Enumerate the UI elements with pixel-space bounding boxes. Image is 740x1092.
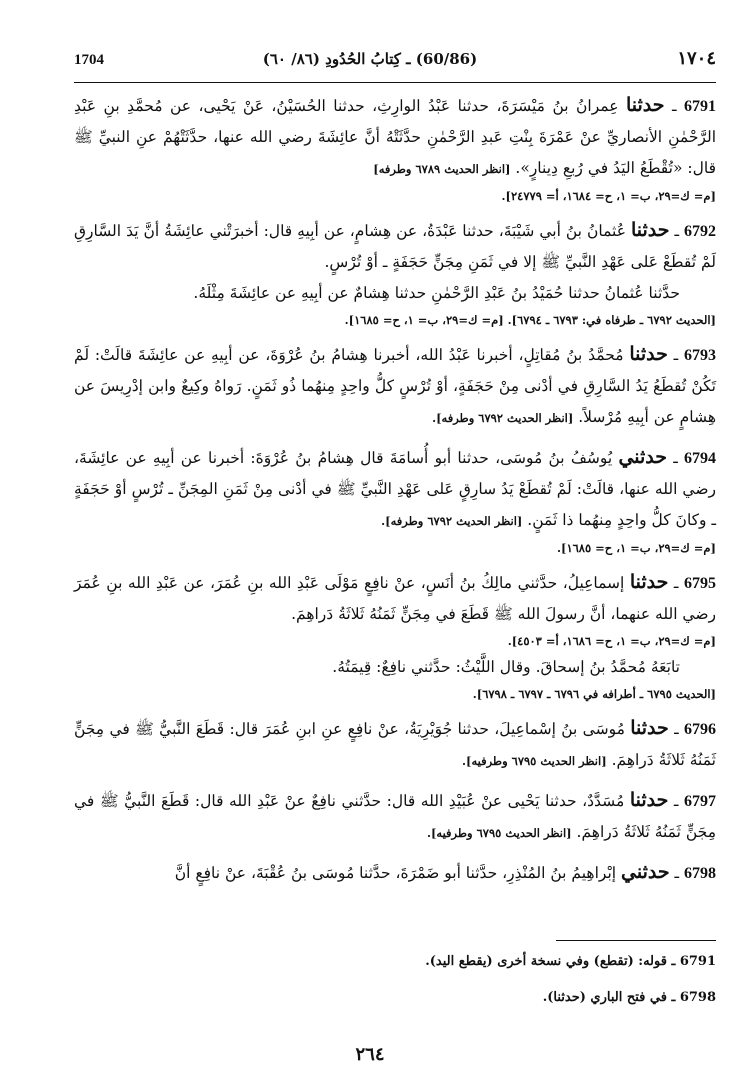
- hadith-number: 6798: [684, 865, 716, 882]
- hadith-number: 6791: [684, 98, 716, 115]
- hadith-reference: [انظر الحديث ٦٧٨٩ وطرفه]: [373, 162, 511, 176]
- page-number-latin: 1704: [74, 52, 104, 68]
- running-title: (60/86) ـ كِتابُ الحُدُودِ (٨٦/ ٦٠): [262, 50, 478, 68]
- hadith-number: 6792: [683, 223, 716, 240]
- hadith-number: 6795: [683, 575, 716, 592]
- hadith-keyword: حدثنا: [630, 219, 670, 241]
- hadith-entry: 6791 ـ حدثنا عِمرانُ بنُ مَيْسَرَةَ، حدثنا عَبْدُ الوارِثِ، حدثنا الحُسَيْنُ، عَنْ يَحْيى، عن مُحمَّدِ بنِ عَبْدِ الرَّحْمٰنِ الأنصاريِّ عنْ عَمْرَةَ بِنْتِ عَبدِ الرَّحْمٰنِ حدَّثَتْهُ أنَّ عائِشَةَ رضي الله عنها، حدَّثَتْهُمْ عنِ النبيِّ ﷺ قال: «تُقْطَعُ اليَدُ في رُبعِ دِينارٍ». [انظر الحديث ٦٧٨٩ وطرفه] [م= ك=٢٩، ب= ١، ح= ١٦٨٤، أ= ٢٤٧٧٩].: [74, 90, 716, 207]
- hadith-chain-note: تابَعَهُ مُحمَّدُ بنُ إسحاقَ. وقال اللَّيْثُ: حدَّثني نافِعٌ: قِيمَتُهُ.: [332, 658, 680, 676]
- hadith-text: إسماعِيلُ، حدَّثني مالِكُ بنُ أنَسٍ، عنْ نافِعٍ مَوْلَى عَبْدِ الله بنِ عُمَرَ، عن عَبْدِ الله بنِ عُمَرَ رضي الله عنهما، أنَّ رسولَ الله ﷺ قَطَعَ في مِجَنٍّ ثَمَنُهُ ثَلاثَةُ دَراهِمَ.: [74, 574, 716, 623]
- hadith-reference: [انظر الحديث ٦٧٩٢ وطرفه].: [432, 411, 574, 425]
- hadith-entry: 6796 ـ حدثنا مُوسَى بنُ إسْماعِيلَ، حدثنا جُوَيْرِيَةُ، عنْ نافِعٍ عنِ ابنِ عُمَرَ قال: قَطَعَ النَّبيُّ ﷺ في مِجَنٍّ ثَمَنُهُ ثَلاثَةُ دَراهِمَ. [انظر الحديث ٦٧٩٥ وطرفيه].: [74, 717, 716, 769]
- hadith-text: مُسَدَّدٌ، حدثنا يَحْيى عنْ عُبَيْدِ الله قال: حدَّثني نافِعٌ عنْ عَبْدِ الله قال: قَطَعَ النَّبيُّ ﷺ في مِجَنٍّ ثَمَنُهُ ثَلاثَةُ دَراهِمَ.: [74, 792, 716, 841]
- hadith-entry: 6798 ـ حدثني إبْراهِيمُ بنُ المُنْذِرِ، حدَّثنا أبو ضَمْرَةَ، حدَّثنا مُوسَى بنُ عُقْبَةَ، عنْ نافِعٍ أنَّ: [174, 861, 716, 883]
- hadith-text: إبْراهِيمُ بنُ المُنْذِرِ، حدَّثنا أبو ضَمْرَةَ، حدَّثنا مُوسَى بنُ عُقْبَةَ، عنْ نافِعٍ أنَّ: [174, 864, 617, 882]
- hadith-keyword: حدثنا: [629, 343, 668, 365]
- hadith-entry: 6792 ـ حدثنا عُثمانُ بنُ أبي شَيْبَةَ، حدثنا عَبْدَةُ، عن هِشامٍ، عن أبِيهِ قال: أخبرَتْني عائِشَةُ أنَّ يَدَ السَّارِقِ لَمْ تُقطَعْ عَلى عَهْدِ النَّبيِّ ﷺ إلا في ثَمَنِ مِجَنٍّ حَجَفَةٍ ـ أوْ تُرْسٍ. حدَّثنا عُثمانُ حدثنا حُمَيْدُ بنُ عَبْدِ الرَّحْمٰنِ حدثنا هِشامٌ عن أبِيهِ عن عائِشَةَ مِثْلَهُ. [الحديث ٦٧٩٢ ـ طرفاه في: ٦٧٩٣ ـ ٦٧٩٤]. [م= ك=٢٩، ب= ١، ح= ١٦٨٥].: [74, 215, 716, 331]
- hadith-list: [74, 90, 716, 889]
- hadith-sources: [الحديث ٦٧٩٢ ـ طرفاه في: ٦٧٩٣ ـ ٦٧٩٤]. [م= ك=٢٩، ب= ١، ح= ١٦٨٥].: [344, 313, 716, 327]
- footnotes: [74, 944, 716, 1016]
- hadith-sources: [م= ك=٢٩، ب= ١، ح= ١٦٨٥].: [556, 541, 716, 555]
- hadith-keyword: حدثني: [618, 446, 668, 468]
- hadith-entry: 6795 ـ حدثنا إسماعِيلُ، حدَّثني مالِكُ بنُ أنَسٍ، عنْ نافِعٍ مَوْلَى عَبْدِ الله بنِ عُمَرَ، عن عَبْدِ الله بنِ عُمَرَ رضي الله عنهما، أنَّ رسولَ الله ﷺ قَطَعَ في مِجَنٍّ ثَمَنُهُ ثَلاثَةُ دَراهِمَ. [م= ك=٢٩، ب= ١، ح= ١٦٨٦، أ= ٤٥٠٣]. تابَعَهُ مُحمَّدُ بنُ إسحاقَ. وقال اللَّيْثُ: حدَّثني نافِعٌ: قِيمَتُهُ. [الحديث ٦٧٩٥ ـ أطرافه في ٦٧٩٦ ـ ٦٧٩٧ ـ ٦٧٩٨].: [74, 567, 716, 705]
- hadith-cross-reference: [الحديث ٦٧٩٥ ـ أطرافه في ٦٧٩٦ ـ ٦٧٩٧ ـ ٦٧٩٨].: [472, 687, 716, 701]
- footnote-rule: [556, 940, 716, 941]
- hadith-keyword: حدثنا: [630, 717, 669, 739]
- hadith-entry: 6793 ـ حدثنا مُحمَّدُ بنُ مُقاتِلٍ، أخبرنا عَبْدُ الله، أخبرنا هِشامُ بنُ عُرْوَةَ، عن أبِيهِ عن عائِشَةَ قالَتْ: لَمْ تَكُنْ تُقطَعُ يَدُ السَّارِقِ في أدْنى مِنْ حَجَفَةٍ، أوْ تُرْسٍ كلُّ واحِدٍ مِنهُما ذُو ثَمَنٍ. رَواهُ وكِيعٌ وابن إدْرِيسَ عن هِشامٍ عن أبِيهِ مُرْسلاً. [انظر الحديث ٦٧٩٢ وطرفه].: [74, 343, 716, 426]
- hadith-number: 6796: [684, 721, 716, 738]
- footnote: 6791 ـ قوله: (تقطع) وفي نسخة أخرى (يقطع اليد).: [425, 954, 716, 969]
- hadith-keyword: حدثنا: [629, 789, 669, 811]
- hadith-keyword: حدثني: [621, 861, 670, 883]
- hadith-entry: 6794 ـ حدثني يُوسُفُ بنُ مُوسَى، حدثنا أبو أُسامَةَ قال هِشامُ بنُ عُرْوَةَ: أخبرنا عن أبِيهِ عن عائِشَةَ، رضي الله عنها، قالَتْ: لَمْ تُقطَعْ يَدُ سارِقٍ عَلى عَهْدِ النَّبيِّ ﷺ في أدْنى مِنْ ثَمَنِ المِجَنِّ ـ تُرْسٍ أوْ حَجَفَةٍ ـ وكانَ كلُّ واحِدٍ مِنهُما ذا ثَمَنٍ. [انظر الحديث ٦٧٩٢ وطرفه]. [م= ك=٢٩، ب= ١، ح= ١٦٨٥].: [74, 442, 716, 559]
- hadith-reference: [انظر الحديث ٦٧٩٢ وطرفه].: [381, 514, 523, 528]
- footnote: 6798 ـ في فتح الباري (حدثنا).: [542, 990, 716, 1005]
- page-number-arabic: ١٧٠٤: [677, 48, 716, 69]
- hadith-keyword: حدثنا: [629, 571, 669, 593]
- hadith-chain-note: حدَّثنا عُثمانُ حدثنا حُمَيْدُ بنُ عَبْدِ الرَّحْمٰنِ حدثنا هِشامٌ عن أبِيهِ عن عائِشَةَ مِثْلَهُ.: [193, 284, 680, 302]
- hadith-text: مُوسَى بنُ إسْماعِيلَ، حدثنا جُوَيْرِيَةُ، عنْ نافِعٍ عنِ ابنِ عُمَرَ قال: قَطَعَ النَّبيُّ ﷺ في مِجَنٍّ ثَمَنُهُ ثَلاثَةُ دَراهِمَ.: [74, 720, 716, 769]
- page-footer-number: ٢٦٤: [355, 1044, 385, 1065]
- hadith-number: 6794: [684, 450, 716, 467]
- hadith-number: 6793: [683, 347, 716, 364]
- hadith-entry: 6797 ـ حدثنا مُسَدَّدٌ، حدثنا يَحْيى عنْ عُبَيْدِ الله قال: حدَّثني نافِعٌ عنْ عَبْدِ الله قال: قَطَعَ النَّبيُّ ﷺ في مِجَنٍّ ثَمَنُهُ ثَلاثَةُ دَراهِمَ. [انظر الحديث ٦٧٩٥ وطرفيه].: [74, 789, 716, 841]
- hadith-number: 6797: [683, 793, 716, 810]
- hadith-text: مُحمَّدُ بنُ مُقاتِلٍ، أخبرنا عَبْدُ الله، أخبرنا هِشامُ بنُ عُرْوَةَ، عن أبِيهِ عن عائِشَةَ قالَتْ: لَمْ تَكُنْ تُقطَعُ يَدُ السَّارِقِ في أدْنى مِنْ حَجَفَةٍ، أوْ تُرْسٍ كلُّ واحِدٍ مِنهُما ذُو ثَمَنٍ. رَواهُ وكِيعٌ وابن إدْرِيسَ عن هِشامٍ عن أبِيهِ مُرْسلاً.: [74, 346, 716, 426]
- hadith-keyword: حدثنا: [625, 94, 665, 116]
- hadith-text: عِمرانُ بنُ مَيْسَرَةَ، حدثنا عَبْدُ الوارِثِ، حدثنا الحُسَيْنُ، عَنْ يَحْيى، عن مُحمَّدِ بنِ عَبْدِ الرَّحْمٰنِ الأنصاريِّ عنْ عَمْرَةَ بِنْتِ عَبدِ الرَّحْمٰنِ حدَّثَتْهُ أنَّ عائِشَةَ رضي الله عنها، حدَّثَتْهُمْ عنِ النبيِّ ﷺ قال: «تُقْطَعُ اليَدُ في رُبعِ دِينارٍ».: [74, 97, 716, 177]
- header-rule: [74, 82, 716, 83]
- hadith-reference: [انظر الحديث ٦٧٩٥ وطرفيه].: [462, 754, 607, 768]
- hadith-text: يُوسُفُ بنُ مُوسَى، حدثنا أبو أُسامَةَ قال هِشامُ بنُ عُرْوَةَ: أخبرنا عن أبِيهِ عن عائِشَةَ، رضي الله عنها، قالَتْ: لَمْ تُقطَعْ يَدُ سارِقٍ عَلى عَهْدِ النَّبيِّ ﷺ في أدْنى مِنْ ثَمَنِ المِجَنِّ ـ تُرْسٍ أوْ حَجَفَةٍ ـ وكانَ كلُّ واحِدٍ مِنهُما ذا ثَمَنٍ.: [74, 449, 716, 529]
- hadith-reference: [انظر الحديث ٦٧٩٥ وطرفيه].: [426, 826, 572, 840]
- hadith-sources: [م= ك=٢٩، ب= ١، ح= ١٦٨٤، أ= ٢٤٧٧٩].: [501, 189, 716, 203]
- page-header: [0, 40, 740, 84]
- hadith-text: عُثمانُ بنُ أبي شَيْبَةَ، حدثنا عَبْدَةُ، عن هِشامٍ، عن أبِيهِ قال: أخبرَتْني عائِشَةُ أنَّ يَدَ السَّارِقِ لَمْ تُقطَعْ عَلى عَهْدِ النَّبيِّ ﷺ إلا في ثَمَنِ مِجَنٍّ حَجَفَةٍ ـ أوْ تُرْسٍ.: [74, 222, 716, 271]
- hadith-sources: [م= ك=٢٩، ب= ١، ح= ١٦٨٦، أ= ٤٥٠٣].: [507, 634, 716, 648]
